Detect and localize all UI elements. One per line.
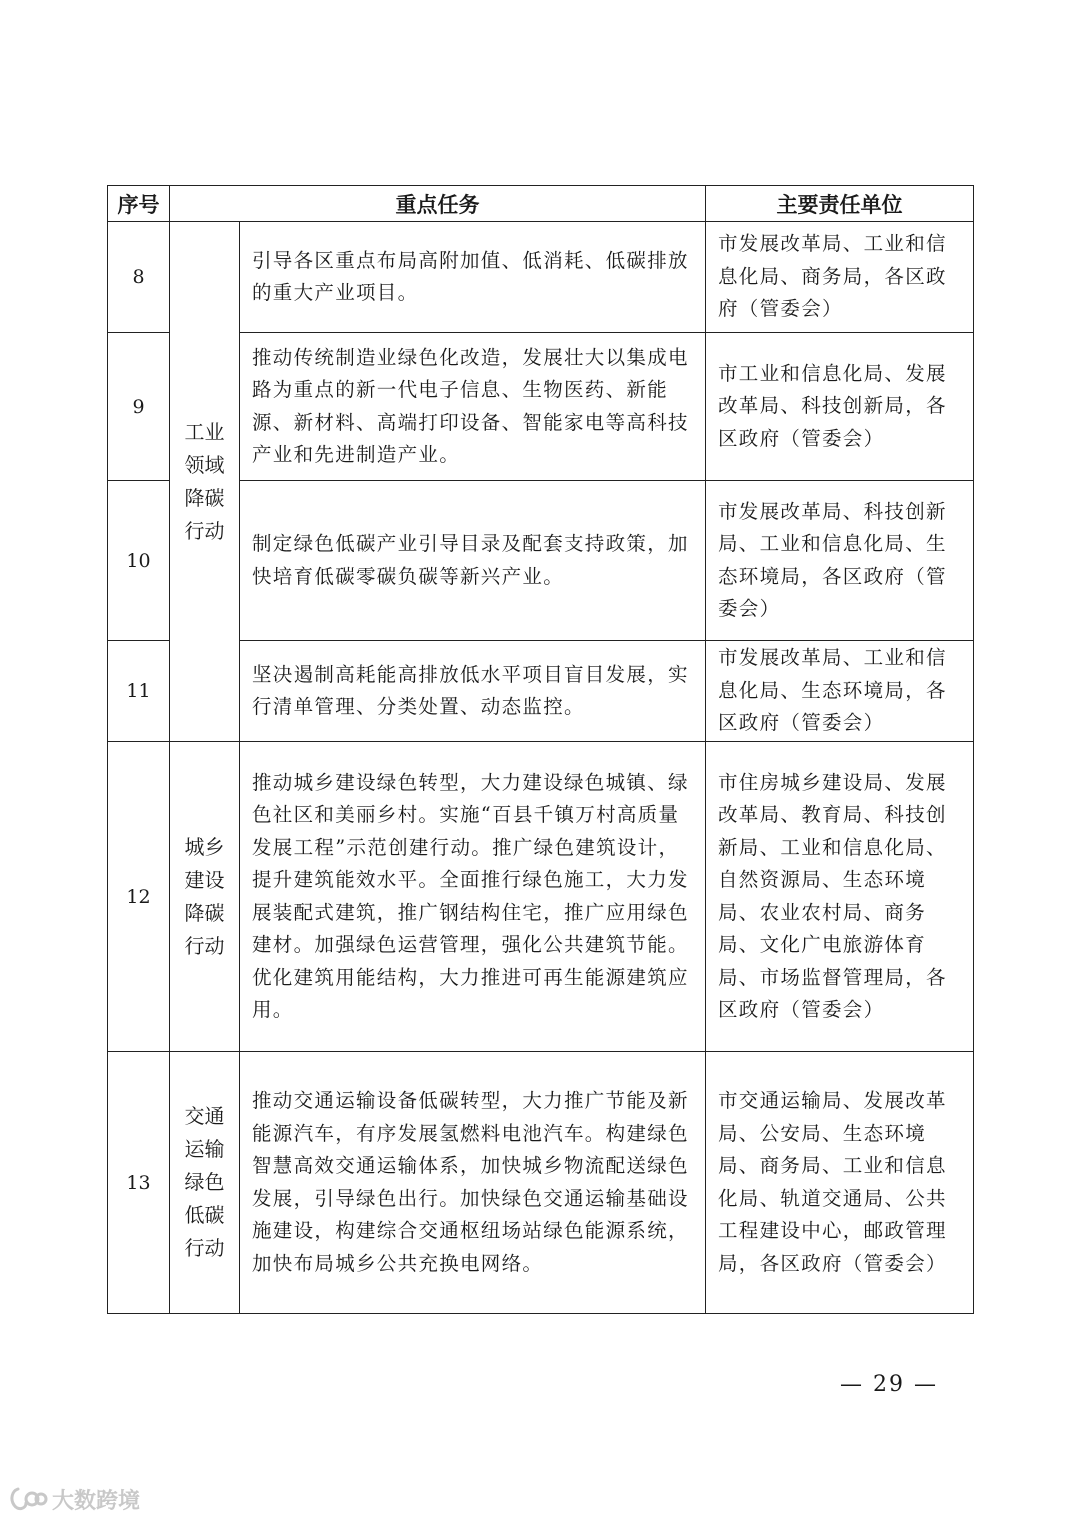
row-number: 9: [108, 333, 170, 481]
category-cell: [170, 742, 240, 1052]
task-cell: 推动城乡建设绿色转型，大力建设绿色城镇、绿色社区和美丽乡村。实施“百县千镇万村高质量发展工程”示范创建行动。推广绿色建筑设计，提升建筑能效水平。全面推行绿色施工，大力发展装配式建筑，推广钢结构住宅，推广应用绿色建材。加强绿色运营管理，强化公共建筑节能。优化建筑用能结构，大力推进可再生能源建筑应用。: [240, 742, 706, 1052]
task-cell: 制定绿色低碳产业引导目录及配套支持政策，加快培育低碳零碳负碳等新兴产业。: [240, 481, 706, 641]
row-number: 12: [108, 742, 170, 1052]
table-row: [108, 1052, 974, 1314]
category-label: 城乡建设降碳行动: [184, 834, 225, 958]
page-number: — 29 —: [840, 1372, 938, 1397]
task-cell: 引导各区重点布局高附加值、低消耗、低碳排放的重大产业项目。: [240, 222, 706, 333]
brand-logo-icon: [8, 1485, 48, 1513]
header-seq: 序号: [108, 186, 170, 222]
unit-cell: 市发展改革局、科技创新局、工业和信息化局、生态环境局，各区政府（管委会）: [706, 481, 974, 641]
header-unit: 主要责任单位: [706, 186, 974, 222]
table-row: [108, 222, 974, 333]
unit-cell: 市发展改革局、工业和信息化局、商务局，各区政府（管委会）: [706, 222, 974, 333]
unit-cell: 市交通运输局、发展改革局、公安局、生态环境局、商务局、工业和信息化局、轨道交通局、公共工程建设中心，邮政管理局，各区政府（管委会）: [706, 1052, 974, 1314]
task-cell: 推动传统制造业绿色化改造，发展壮大以集成电路为重点的新一代电子信息、生物医药、新能源、新材料、高端打印设备、智能家电等高科技产业和先进制造产业。: [240, 333, 706, 481]
watermark: [8, 1483, 140, 1515]
watermark-text: 大数跨境: [52, 1488, 141, 1514]
category-cell: [170, 1052, 240, 1314]
category-cell: [170, 222, 240, 742]
table-header-row: [108, 186, 974, 222]
row-number: 8: [108, 222, 170, 333]
unit-cell: 市发展改革局、工业和信息化局、生态环境局，各区政府（管委会）: [706, 641, 974, 742]
row-number: 10: [108, 481, 170, 641]
task-cell: 坚决遏制高耗能高排放低水平项目盲目发展，实行清单管理、分类处置、动态监控。: [240, 641, 706, 742]
row-number: 13: [108, 1052, 170, 1314]
row-number: 11: [108, 641, 170, 742]
unit-cell: 市住房城乡建设局、发展改革局、教育局、科技创新局、工业和信息化局、自然资源局、生态环境局、农业农村局、商务局、文化广电旅游体育局、市场监督管理局，各区政府（管委会）: [706, 742, 974, 1052]
table-row: [108, 742, 974, 1052]
task-cell: 推动交通运输设备低碳转型，大力推广节能及新能源汽车，有序发展氢燃料电池汽车。构建绿色智慧高效交通运输体系，加快城乡物流配送绿色发展，引导绿色出行。加快绿色交通运输基础设施建设，构建综合交通枢纽场站绿色能源系统，加快布局城乡公共充换电网络。: [240, 1052, 706, 1314]
header-task: 重点任务: [170, 186, 706, 222]
unit-cell: 市工业和信息化局、发展改革局、科技创新局，各区政府（管委会）: [706, 333, 974, 481]
category-label: 工业领域降碳行动: [184, 419, 225, 543]
category-label: 交通运输绿色低碳行动: [184, 1104, 225, 1260]
task-table: [107, 185, 974, 1314]
